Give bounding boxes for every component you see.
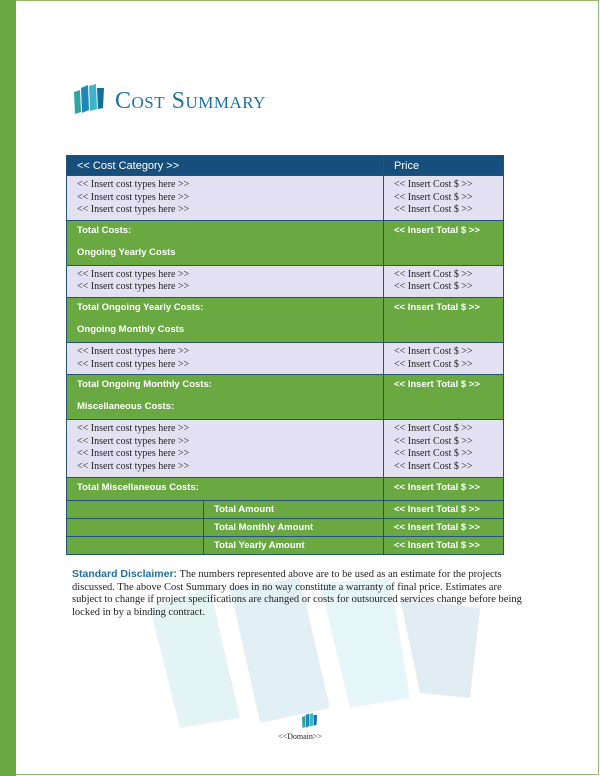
cost-price: << Insert Cost $ >> bbox=[394, 435, 473, 447]
summary-row bbox=[67, 536, 504, 554]
price-cell bbox=[384, 342, 504, 374]
cost-type-item: << Insert cost types here >> bbox=[77, 358, 190, 370]
disclaimer-text: The numbers represented above are to be used as an estimate for the projects discussed. The above Cost Summary does in no way constitute a warranty of final price. Estimates are subject to change if project specifications are changed or costs for outsourced services change before being locked in by a binding contract. bbox=[72, 569, 522, 618]
summary-row bbox=[67, 518, 504, 536]
page-title: Cost Summary bbox=[115, 88, 266, 114]
total-row bbox=[67, 477, 504, 500]
section-heading: Ongoing Yearly Costs bbox=[77, 246, 176, 258]
cost-type-item: << Insert cost types here >> bbox=[77, 460, 190, 472]
cost-price: << Insert Cost $ >> bbox=[394, 358, 473, 370]
table-row bbox=[67, 265, 504, 297]
total-value-cell bbox=[384, 220, 504, 265]
item-cell bbox=[67, 342, 384, 374]
total-row bbox=[67, 220, 504, 265]
price-cell bbox=[384, 176, 504, 221]
price-cell bbox=[384, 265, 504, 297]
cost-type-item: << Insert cost types here >> bbox=[77, 345, 190, 357]
table-row bbox=[67, 342, 504, 374]
summary-value: << Insert Total $ >> bbox=[384, 518, 504, 536]
total-value-cell bbox=[384, 375, 504, 420]
cost-price: << Insert Cost $ >> bbox=[394, 460, 473, 472]
total-value-cell bbox=[384, 297, 504, 342]
left-accent-bar bbox=[0, 0, 16, 776]
cost-price: << Insert Cost $ >> bbox=[394, 448, 473, 460]
total-yearly-label: Total Ongoing Yearly Costs: bbox=[77, 301, 204, 313]
total-value-cell bbox=[384, 477, 504, 500]
cost-type-item: << Insert cost types here >> bbox=[77, 448, 190, 460]
summary-blank-cell bbox=[67, 518, 204, 536]
total-monthly-label: Total Ongoing Monthly Costs: bbox=[77, 379, 212, 391]
item-cell bbox=[67, 265, 384, 297]
total-label-cell bbox=[67, 220, 384, 265]
summary-value: << Insert Total $ >> bbox=[384, 536, 504, 554]
footer-logo-icon bbox=[301, 712, 319, 730]
total-row bbox=[67, 375, 504, 420]
total-value: << Insert Total $ >> bbox=[394, 224, 480, 236]
cost-type-item: << Insert cost types here >> bbox=[77, 191, 190, 203]
total-value: << Insert Total $ >> bbox=[394, 481, 480, 493]
cost-price: << Insert Cost $ >> bbox=[394, 179, 473, 190]
cost-type-item: << Insert cost types here >> bbox=[77, 204, 190, 216]
cost-price: << Insert Cost $ >> bbox=[394, 204, 473, 216]
cost-type-item: << Insert cost types here >> bbox=[77, 179, 190, 190]
cost-table bbox=[66, 155, 504, 555]
summary-blank-cell bbox=[67, 536, 204, 554]
total-label-cell bbox=[67, 477, 384, 500]
cost-price: << Insert Cost $ >> bbox=[394, 191, 473, 203]
header-price: Price bbox=[384, 156, 504, 176]
total-row bbox=[67, 297, 504, 342]
summary-label: Total Amount bbox=[204, 500, 384, 518]
table-header-row bbox=[67, 156, 504, 176]
total-misc-label: Total Miscellaneous Costs: bbox=[77, 481, 199, 493]
summary-label: Total Monthly Amount bbox=[204, 518, 384, 536]
total-label-cell bbox=[67, 297, 384, 342]
cost-price: << Insert Cost $ >> bbox=[394, 281, 473, 293]
total-label-cell bbox=[67, 375, 384, 420]
item-cell bbox=[67, 420, 384, 477]
document-logo-icon bbox=[72, 82, 108, 118]
summary-value: << Insert Total $ >> bbox=[384, 500, 504, 518]
summary-row bbox=[67, 500, 504, 518]
cost-price: << Insert Cost $ >> bbox=[394, 345, 473, 357]
summary-blank-cell bbox=[67, 500, 204, 518]
summary-label: Total Yearly Amount bbox=[204, 536, 384, 554]
disclaimer-lead: Standard Disclaimer: bbox=[72, 568, 178, 580]
total-costs-label: Total Costs: bbox=[77, 224, 132, 236]
footer-domain: <<Domain>> bbox=[278, 732, 322, 741]
disclaimer bbox=[72, 568, 527, 619]
table-row bbox=[67, 420, 504, 477]
header-category: << Cost Category >> bbox=[67, 156, 384, 176]
section-heading: Miscellaneous Costs: bbox=[77, 401, 175, 413]
table-row bbox=[67, 176, 504, 221]
total-value: << Insert Total $ >> bbox=[394, 301, 480, 313]
cost-type-item: << Insert cost types here >> bbox=[77, 435, 190, 447]
section-heading: Ongoing Monthly Costs bbox=[77, 323, 185, 335]
item-cell bbox=[67, 176, 384, 221]
cost-price: << Insert Cost $ >> bbox=[394, 423, 473, 435]
cost-price: << Insert Cost $ >> bbox=[394, 268, 473, 280]
cost-type-item: << Insert cost types here >> bbox=[77, 423, 190, 435]
cost-type-item: << Insert cost types here >> bbox=[77, 268, 190, 280]
price-cell bbox=[384, 420, 504, 477]
cost-type-item: << Insert cost types here >> bbox=[77, 281, 190, 293]
total-value: << Insert Total $ >> bbox=[394, 379, 480, 391]
